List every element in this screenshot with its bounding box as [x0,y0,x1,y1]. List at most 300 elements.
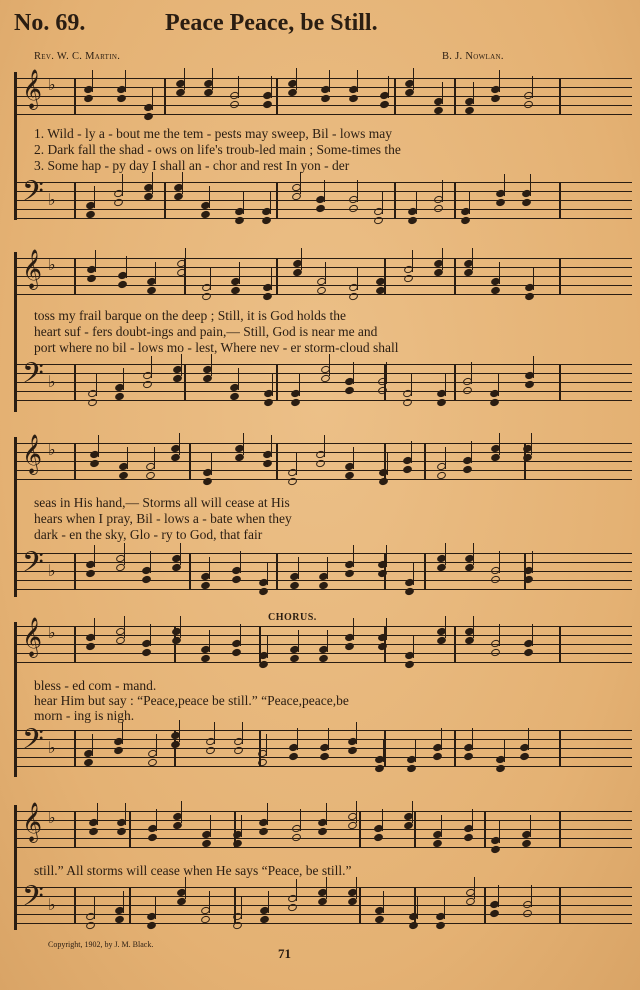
note-stem [445,616,446,638]
note-head [202,477,213,487]
note-head [373,833,384,843]
note-stem [296,453,297,475]
note-stem [441,728,442,750]
note-head [113,198,124,208]
note-stem [240,624,241,646]
note-head [315,459,326,469]
note-stem [96,374,97,396]
bar-line [74,364,76,401]
bar-line [394,182,396,219]
note-stem [353,362,354,384]
bar-line [484,811,486,848]
staff-line [14,364,632,365]
note-head [87,398,98,408]
bar-line [189,443,191,480]
note-head [85,642,96,652]
bar-line [129,811,131,848]
lyric-line-1: 1. Wild - ly a - bout me the tem - pests may sweep, Bil - lows may [34,126,393,141]
bar-line [74,258,76,295]
staff-line [14,923,632,924]
note-stem [441,815,442,837]
note-stem [382,192,383,214]
note-stem [415,740,416,762]
note-head [436,398,447,408]
note-stem [154,447,155,469]
note-head [315,204,326,214]
note-head [490,845,501,855]
bar-line [559,730,561,767]
note-stem [531,433,532,455]
note-head [233,746,244,756]
flat-key-signature-icon: ♭ [48,895,56,914]
staff-line [14,838,632,839]
note-stem [356,722,357,744]
note-head [117,280,128,290]
lyric-line-3: dark - en the sky, Glo - ry to God, that fair [34,527,263,542]
note-head [258,587,269,597]
lyric-line-2: 2. Dark fall the shad - ows on life's troub-led main ; Some-times the [34,142,401,157]
lyric-line-1: seas in His hand,— Storms all will cease at His [34,495,290,510]
flat-key-signature-icon: ♭ [48,372,56,391]
note-stem [97,803,98,825]
note-head [146,921,157,931]
note-stem [92,70,93,92]
note-stem [242,722,243,744]
flat-key-signature-icon: ♭ [48,623,56,642]
note-stem [499,262,500,284]
note-head [85,921,96,931]
bar-line [164,78,166,115]
note-stem [296,879,297,901]
note-stem [530,815,531,837]
bar-line [276,443,278,480]
note-head [142,380,153,390]
note-stem [357,268,358,290]
note-head [433,204,444,214]
note-head [403,274,414,284]
flat-key-signature-icon: ♭ [48,255,56,274]
treble-staff [14,69,632,118]
note-stem [498,885,499,907]
note-head [463,752,474,762]
bar-line [14,730,16,767]
note-stem [473,82,474,104]
note-head [495,764,506,774]
note-head [229,100,240,110]
note-stem [416,192,417,214]
note-stem [267,803,268,825]
note-stem [209,186,210,208]
bar-line [359,811,361,848]
note-stem [94,545,95,567]
note-stem [298,630,299,652]
music-system-1 [14,69,632,222]
note-stem [353,545,354,567]
bar-line [14,182,16,219]
staff-line [14,914,632,915]
note-head [85,569,96,579]
note-stem [267,563,268,585]
note-stem [180,543,181,565]
music-credit: B. J. Nowlan. [442,51,504,62]
bar-line [74,182,76,219]
note-stem [498,374,499,396]
note-head [291,833,302,843]
note-head [374,764,385,774]
bar-line [384,730,386,767]
note-stem [413,563,414,585]
note-stem [324,180,325,202]
note-stem [472,248,473,270]
bass-staff [14,723,632,770]
note-head [141,648,152,658]
note-head [205,746,216,756]
bar-line [14,626,16,663]
note-stem [155,897,156,919]
flat-key-signature-icon: ♭ [48,190,56,209]
note-stem [209,557,210,579]
note-stem [324,435,325,457]
lyric-line-1: bless - ed com - mand. [34,678,157,693]
note-stem [185,248,186,270]
note-stem [328,728,329,750]
note-head [463,833,474,843]
note-stem [499,551,500,573]
note-head [377,386,388,396]
bar-line [559,811,561,848]
staff-line [14,294,632,295]
staff-line [14,811,632,812]
note-stem [271,76,272,98]
note-head [523,648,534,658]
note-stem [271,435,272,457]
note-stem [266,734,267,756]
note-head [317,827,328,837]
note-stem [325,262,326,284]
bar-line [559,182,561,219]
bar-line [359,887,361,924]
lyric-line-3: port where no bil - lows mo - lest, Where nev - er storm-cloud shall [34,340,399,355]
note-stem [182,172,183,194]
note-head [88,827,99,837]
bar-line [164,182,166,219]
note-stem [184,68,185,90]
treble-staff [14,802,632,851]
note-head [523,575,534,585]
note-stem [300,172,301,194]
treble-clef-icon: 𝄞 [22,802,43,842]
note-stem [297,728,298,750]
note-stem [180,616,181,638]
lyric-line-2: heart suf - fers doubt-ings and pain,— Still, God is near me and [34,324,378,339]
note-stem [299,374,300,396]
note-stem [296,68,297,90]
chorus-label: CHORUS. [268,612,317,623]
bar-line [454,258,456,295]
note-stem [181,801,182,823]
note-stem [125,803,126,825]
bar-line [559,364,561,401]
staff-line [14,218,632,219]
staff-line [14,258,632,259]
note-head [344,642,355,652]
note-head [524,292,535,302]
bar-line [454,730,456,767]
staff-line [14,766,632,767]
note-stem [471,362,472,384]
flat-key-signature-icon: ♭ [48,738,56,757]
bass-clef-icon: 𝄢 [22,175,44,215]
note-head [89,459,100,469]
note-head [258,660,269,670]
note-head [435,921,446,931]
note-head [377,642,388,652]
staff-line [14,400,632,401]
bar-line [394,78,396,115]
staff-line [14,182,632,183]
treble-clef-icon: 𝄞 [22,249,43,289]
bar-line [14,887,16,924]
staff-line [14,470,632,471]
note-head [320,94,331,104]
note-stem [179,720,180,742]
note-stem [499,821,500,843]
bass-clef-icon: 𝄢 [22,357,44,397]
note-stem [94,618,95,640]
bar-line [414,811,416,848]
note-stem [383,740,384,762]
note-stem [386,362,387,384]
note-stem [532,76,533,98]
note-head [490,575,501,585]
note-stem [533,268,534,290]
note-head [262,292,273,302]
staff-line [14,847,632,848]
note-stem [387,453,388,475]
note-stem [212,68,213,90]
note-stem [357,180,358,202]
note-stem [473,616,474,638]
note-stem [124,543,125,565]
note-stem [327,630,328,652]
staff-line [14,479,632,480]
note-stem [504,174,505,196]
note-stem [211,453,212,475]
note-stem [444,897,445,919]
bar-line [74,626,76,663]
flat-key-signature-icon: ♭ [48,75,56,94]
note-head [86,274,97,284]
note-stem [239,262,240,284]
note-head [116,94,127,104]
note-stem [442,82,443,104]
note-head [523,100,534,110]
note-stem [445,447,446,469]
bass-clef-icon: 𝄢 [22,880,44,920]
note-head [378,477,389,487]
note-stem [94,897,95,919]
note-stem [326,877,327,899]
note-head [490,94,501,104]
staff-line [14,905,632,906]
note-head [116,827,127,837]
bass-clef-icon: 𝄢 [22,546,44,586]
bar-line [454,182,456,219]
note-head [489,398,500,408]
lyric-line-1: toss my frail barque on the deep ; Still, it is God holds the [34,308,346,323]
bass-staff [14,880,632,927]
note-head [402,398,413,408]
bass-clef-icon: 𝄢 [22,723,44,763]
bar-line [14,811,16,848]
note-stem [122,722,123,744]
note-stem [353,447,354,469]
lyric-line-3: 3. Some hap - py day I shall an - chor and rest In yon - der [34,158,350,173]
note-head [377,569,388,579]
bar-line [424,443,426,480]
note-stem [209,630,210,652]
bass-staff [14,175,632,222]
note-head [462,386,473,396]
note-head [519,752,530,762]
note-head [344,569,355,579]
note-head [348,204,359,214]
bar-line [559,258,561,295]
note-stem [238,368,239,390]
note-stem [472,728,473,750]
note-head [489,909,500,919]
note-stem [126,256,127,278]
bar-line [74,730,76,767]
note-stem [243,192,244,214]
note-head [347,746,358,756]
note-head [432,752,443,762]
note-stem [298,557,299,579]
note-stem [326,803,327,825]
note-head [319,752,330,762]
note-stem [150,624,151,646]
note-stem [532,624,533,646]
note-head [495,198,506,208]
bar-line [184,364,186,401]
bar-line [74,443,76,480]
bar-line [276,553,278,590]
note-stem [474,877,475,899]
note-stem [327,557,328,579]
note-stem [210,268,211,290]
note-stem [445,543,446,565]
flat-key-signature-icon: ♭ [48,440,56,459]
hymn-number: No. 69. [14,10,86,36]
note-head [258,827,269,837]
copyright-notice: Copyright, 1902, by J. M. Black. [48,940,154,949]
bar-line [559,887,561,924]
note-stem [386,618,387,640]
bar-line [14,258,16,295]
lyric-line-2: hears when I pray, Bil - lows a - bate when they [34,511,292,526]
note-head [232,921,243,931]
note-head [490,648,501,658]
note-stem [531,885,532,907]
treble-clef-icon: 𝄞 [22,434,43,474]
note-stem [499,624,500,646]
note-stem [125,70,126,92]
note-head [287,477,298,487]
note-stem [357,70,358,92]
bar-line [559,626,561,663]
bar-line [276,364,278,401]
note-head [263,398,274,408]
bar-line [454,626,456,663]
note-stem [268,891,269,913]
bar-line [74,887,76,924]
staff-line [14,730,632,731]
note-head [402,465,413,475]
note-stem [240,551,241,573]
note-stem [124,616,125,638]
note-head [522,909,533,919]
note-stem [98,435,99,457]
bar-line [276,78,278,115]
note-stem [151,356,152,378]
treble-clef-icon: 𝄞 [22,617,43,657]
note-stem [123,368,124,390]
bar-line [189,553,191,590]
note-stem [179,433,180,455]
staff-line [14,78,632,79]
note-head [379,100,390,110]
note-stem [528,728,529,750]
note-stem [413,636,414,658]
note-stem [152,88,153,110]
note-stem [214,722,215,744]
note-stem [472,809,473,831]
note-stem [95,250,96,272]
note-head [521,198,532,208]
music-system-2 [14,249,632,417]
lyric-line-1: still.” All storms will cease when He says “Peace, be still.” [34,863,352,878]
note-stem [301,248,302,270]
note-stem [329,354,330,376]
note-stem [382,809,383,831]
bass-staff [14,546,632,593]
bar-line [74,811,76,848]
note-head [408,921,419,931]
note-stem [504,740,505,762]
note-stem [499,70,500,92]
note-stem [210,815,211,837]
music-system-3 [14,434,632,602]
note-stem [127,447,128,469]
treble-staff [14,434,632,483]
note-stem [442,180,443,202]
note-stem [386,545,387,567]
staff-line [14,739,632,740]
treble-staff [14,249,632,298]
note-stem [471,441,472,463]
note-head [288,752,299,762]
staff-line [14,635,632,636]
note-stem [155,262,156,284]
note-stem [356,801,357,823]
note-stem [411,374,412,396]
note-head [113,746,124,756]
note-stem [272,374,273,396]
bar-line [74,78,76,115]
note-stem [473,543,474,565]
note-stem [442,248,443,270]
bar-line [14,443,16,480]
